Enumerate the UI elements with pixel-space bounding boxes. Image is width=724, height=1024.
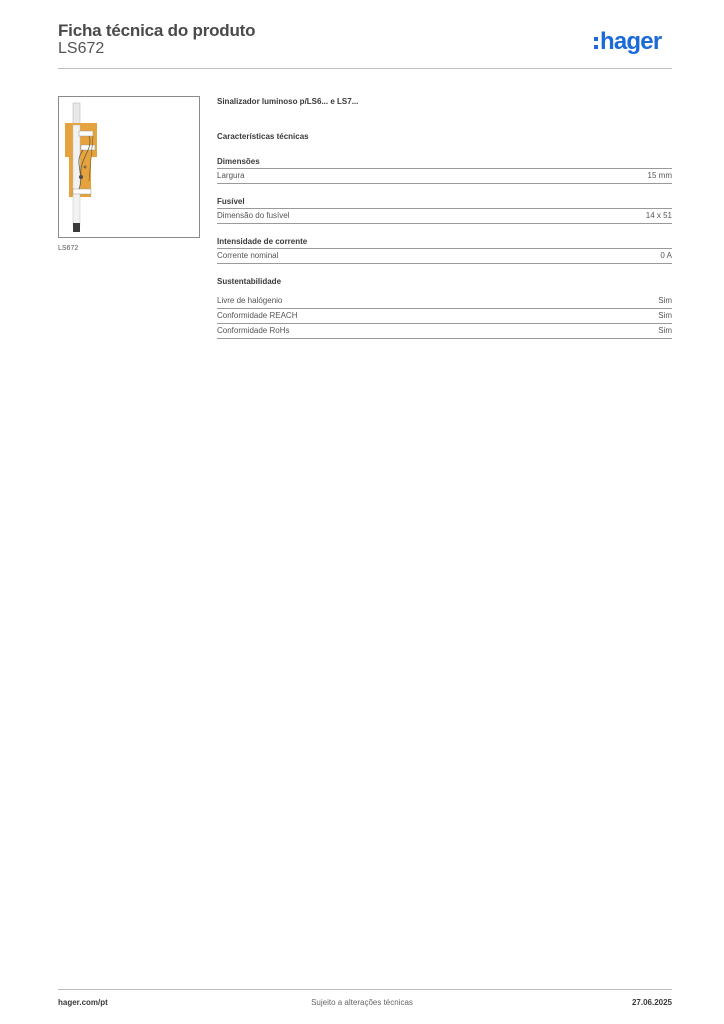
footer-divider bbox=[58, 989, 672, 990]
spec-label: Conformidade RoHs bbox=[217, 326, 290, 335]
group-title: Sustentabilidade bbox=[217, 277, 282, 286]
group-sustentabilidade bbox=[217, 277, 672, 339]
technical-data bbox=[217, 96, 672, 339]
spec-row bbox=[217, 249, 672, 264]
footer-notice: Sujeito a alterações técnicas bbox=[311, 998, 413, 1007]
group-intensidade bbox=[217, 237, 672, 264]
image-caption: LS672 bbox=[58, 245, 79, 252]
section-title: Características técnicas bbox=[217, 132, 309, 141]
spec-row bbox=[217, 294, 672, 309]
page-title: Ficha técnica do produto bbox=[58, 21, 256, 40]
product-code: LS672 bbox=[58, 40, 105, 57]
group-dimensoes bbox=[217, 157, 672, 184]
group-fusivel bbox=[217, 197, 672, 224]
product-name: Sinalizador luminoso p/LS6... e LS7... bbox=[217, 97, 359, 106]
spec-row bbox=[217, 209, 672, 224]
spec-row bbox=[217, 324, 672, 339]
spec-row bbox=[217, 309, 672, 324]
spec-value: Sim bbox=[658, 326, 672, 335]
logo-dots-icon bbox=[594, 37, 598, 49]
spec-label: Conformidade REACH bbox=[217, 311, 298, 320]
product-image bbox=[58, 96, 200, 238]
spec-label: Dimensão do fusível bbox=[217, 211, 290, 220]
group-title: Fusível bbox=[217, 197, 672, 209]
spec-value: 14 x 51 bbox=[645, 211, 672, 220]
hager-logo bbox=[594, 27, 661, 57]
spec-row bbox=[217, 169, 672, 184]
spec-value: 15 mm bbox=[647, 171, 672, 180]
spec-label: Corrente nominal bbox=[217, 251, 279, 260]
logo-text: hager bbox=[600, 28, 662, 55]
spec-value: Sim bbox=[658, 296, 672, 305]
group-title: Intensidade de corrente bbox=[217, 237, 672, 249]
product-photo-icon bbox=[59, 97, 199, 237]
group-title: Dimensões bbox=[217, 157, 672, 169]
spec-value: 0 A bbox=[660, 251, 672, 260]
header-divider bbox=[58, 68, 672, 69]
footer-date: 27.06.2025 bbox=[631, 998, 672, 1007]
spec-value: Sim bbox=[658, 311, 672, 320]
spec-label: Livre de halógenio bbox=[217, 296, 283, 305]
footer-website[interactable]: hager.com/pt bbox=[58, 998, 108, 1007]
spec-label: Largura bbox=[217, 171, 245, 180]
